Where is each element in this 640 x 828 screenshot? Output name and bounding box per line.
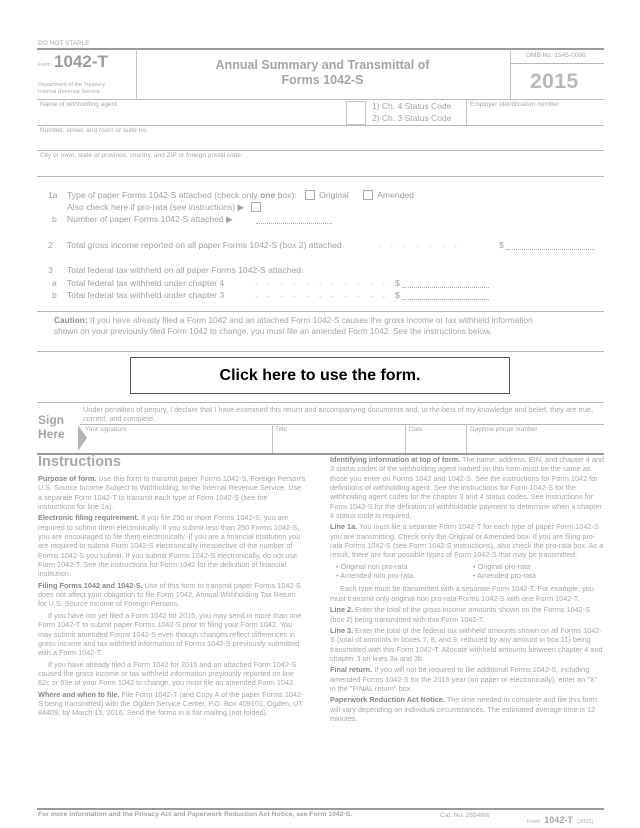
ein-label: Employer identification number [470, 101, 560, 108]
line-3a-dollar: $ [395, 278, 400, 288]
instructions-heading: Instructions [38, 454, 121, 470]
line-3-text: Total federal tax withheld on all paper Forms 1042-S attached: [67, 265, 304, 275]
line-3a-leader: . . . . . . . . . . . [255, 277, 390, 287]
paragraph-text: If you have already filed a Form 1042 for 2015 and an attached Form 1042-S caused the gross income or tax withheld information previously reported on line 62c or 63e of your Form 1042 to change, you must file an amended Form 1042. [38, 659, 297, 688]
footer-form-number: 1042-T [544, 815, 573, 825]
line-3a-number: a [52, 278, 57, 288]
pro-rata-types-list [330, 562, 604, 581]
title-label: Title [275, 426, 288, 433]
ch4-status-code: 1) Ch. 4 Status Code [372, 101, 452, 111]
line-3b-leader: . . . . . . . . . . . [255, 289, 390, 299]
prorata-label: Also check here if pro-rata (see instructions) ▶ [67, 202, 245, 212]
use-form-button-label: Click here to use the form. [219, 366, 421, 384]
paragraph-text: Enter the total of the federal tax withheld amounts shown on all Forms 1042-S (total of amounts in boxes 7, 8, and 9, reduced by any amount in box 11) being transmitted with this Form 1042-T. Allocate withheld amounts between chapter 4 and chapter 3 on lines 3a and 3b. [330, 625, 603, 663]
paragraph-text: Enter the total of the gross income amounts shown on the Forms 1042-S (box 2) being transmitted with this Form 1042-T. [330, 605, 590, 624]
tax-year: 2015 [530, 70, 579, 93]
dept-treasury: Department of the Treasury [38, 82, 105, 88]
paragraph-text: If you will not be required to file additional Forms 1042-S, including amended Forms 1042-S for the 2015 year (on paper or electronically), enter an "X" in the "FINAL return" box. [330, 665, 598, 693]
paragraph-heading: Electronic filing requirement. [38, 513, 139, 523]
line-3a-text: Total federal tax withheld under chapter 4 [67, 278, 225, 288]
sign-word: Sign [38, 413, 64, 427]
list-item: • Original non pro-rata [336, 561, 408, 571]
line-3b-dollar: $ [395, 290, 400, 300]
instruction-paragraph [330, 605, 604, 624]
line-2-text: Total gross income reported on all paper Forms 1042-S (box 2) attached [67, 240, 342, 250]
footer-form-id [527, 810, 593, 828]
paragraph-text: The time needed to complete and file this form will vary depending on individual circumstances. The estimated average time is 12 minutes. [330, 695, 597, 723]
instruction-paragraph [330, 584, 604, 603]
form-word: Form [38, 62, 51, 68]
signature-field[interactable] [84, 434, 270, 452]
line-1a-text: Type of paper Forms 1042-S attached (check only [67, 190, 258, 200]
paragraph-heading: Line 2. [330, 605, 354, 615]
perjury-statement: Under penalties of perjury, I declare that I have examined this return and accompanying documents and, to the best of my knowledge and belief, they are true, correct, and complete. [83, 405, 594, 423]
phone-label: Daytime phone number [470, 426, 538, 433]
instruction-paragraph [330, 665, 604, 693]
line-3b-text: Total federal tax withheld under chapter 3 [67, 290, 225, 300]
instruction-paragraph [38, 474, 306, 511]
line-1a-number: 1a [48, 190, 58, 200]
line-2-leader: . . . . . . . [378, 239, 462, 249]
irs-label: Internal Revenue Service [38, 89, 100, 95]
prorata-row [67, 202, 265, 213]
instructions-right-column [330, 455, 604, 725]
omb-number: OMB No. 1545-0096 [526, 52, 586, 59]
line-1b-number: b [52, 214, 57, 224]
footer-year: (2015) [577, 819, 594, 825]
line-3a-field[interactable] [403, 280, 489, 288]
form-id-block [38, 52, 133, 98]
use-form-button[interactable] [130, 357, 510, 394]
title-line-2: Forms 1042-S [281, 73, 364, 87]
instruction-paragraph [38, 690, 306, 718]
instruction-paragraph [330, 455, 604, 520]
paragraph-heading: Identifying information at top of form. [330, 455, 461, 464]
paragraph-text: Use of this form to transmit paper Forms 1042-S does not affect your obligation to file Form 1042, Annual Withholding Tax Return for U.S. Source Income of Foreign Persons. [38, 580, 301, 609]
form-number: 1042-T [54, 52, 108, 71]
instruction-paragraph [38, 611, 306, 658]
withholding-agent-label: Name of withholding agent [40, 101, 117, 108]
right-block-b [330, 584, 604, 723]
caution-label: Caution: [54, 315, 88, 325]
paragraph-text: File Form 1042-T (and Copy A of the paper Forms 1042-S being transmitted) with the Ogden Service Center, P.O. Box 409101, Ogden, UT 84409, by March 15, 2016. Send the forms in a flat mailing (not folded). [38, 689, 304, 718]
paragraph-heading: Paperwork Reduction Act Notice. [330, 695, 445, 705]
prorata-checkbox[interactable] [251, 202, 261, 212]
sign-here-label [38, 413, 65, 441]
line-1a-text2: box): [277, 190, 297, 200]
paragraph-heading: Purpose of form. [38, 474, 97, 483]
paragraph-heading: Final return. [330, 665, 373, 675]
caution-note [54, 315, 554, 336]
amended-label: Amended [377, 190, 414, 200]
list-item: • Amended non pro-rata [336, 571, 414, 581]
line-3-number: 3 [48, 265, 53, 275]
original-checkbox[interactable] [305, 190, 315, 200]
signature-label: Your signature [85, 426, 127, 433]
line-1b-field[interactable] [256, 216, 332, 224]
line-2-dollar: $ [499, 240, 504, 250]
line-1a [67, 190, 414, 200]
list-item: • Original pro-rata [473, 561, 531, 571]
footer-notice: For more information and the Privacy Act and Paperwork Reduction Act Notice, see Form 1042-S. [38, 811, 353, 818]
instruction-paragraph [38, 581, 306, 609]
caution-text: If you have already filed a Form 1042 and an attached Form 1042-S causes the gross income or tax withheld information shown on your previously filed Form 1042 to change, you must file an amended Form 1042. See the instructions below. [54, 315, 533, 336]
paragraph-heading: Filing Forms 1042 and 1042-S. [38, 580, 143, 590]
ch3-status-code: 2) Ch. 3 Status Code [372, 113, 452, 123]
line-3b-field[interactable] [403, 292, 489, 300]
city-label: City or town, state or province, country, and ZIP or foreign postal code [40, 152, 241, 159]
paragraph-text: Use this form to transmit paper Forms 1042-S, Foreign Person's U.S. Source Income Subject to Withholding, to the Internal Revenue Service. Use a separate Form 1042-T to transmit each type of Form 1042-S (see the instructions for line 1a). [38, 474, 306, 512]
amended-checkbox[interactable] [363, 190, 373, 200]
instruction-paragraph [330, 695, 604, 723]
line-2-field[interactable] [507, 242, 595, 250]
paragraph-text: If you file 250 or more Forms 1042-S, you are required to submit them electronically. If you submit less than 250 Forms 1042-S, you are encouraged to file them electronically. If you are a financial institution you are required to submit Form 1042-S electronically irrespective of the number of Forms 1042-S you submit. If you submit Forms 1042-S electronically, do not use Form 1042-T. See the instructions for Form 1042 for the definition of financial institution. [38, 513, 301, 579]
instruction-paragraph [38, 660, 306, 688]
paragraph-heading: Line 1a. [330, 522, 358, 532]
paragraph-text: You must file a separate Form 1042-T for each type of paper Form 1042-S you are transmitting. Check only the Original or Amended box. If you are filing pro-rata Forms 1042-S (see Form 1042-S instructions), also check the pro-rata box. As a result, there are four possible types of Form 1042-S that may be transmitted: [330, 522, 604, 560]
instructions-left-column [38, 474, 306, 720]
instruction-paragraph [38, 513, 306, 578]
form-title [140, 58, 505, 88]
line-1b-text: Number of paper Forms 1042-S attached ▶ [67, 214, 233, 224]
catalog-number: Cat. No. 28848W [440, 812, 490, 819]
line-1a-one: one [259, 190, 276, 200]
paragraph-heading: Line 3. [330, 625, 354, 635]
here-word: Here [38, 427, 65, 441]
instruction-paragraph [330, 522, 604, 559]
footer-form-word: Form [527, 819, 540, 825]
paragraph-text: Each type must be transmitted with a separate Form 1042-T. For example, you must transmit only original non pro-rata Forms 1042-S with one Form 1042-T. [330, 584, 594, 603]
line-2-number: 2 [48, 240, 53, 250]
do-not-staple-note: DO NOT STAPLE [38, 40, 90, 47]
street-label: Number, street, and room or suite no. [40, 127, 148, 134]
original-label: Original [319, 190, 349, 200]
list-item: • Amended pro-rata [473, 571, 536, 581]
paragraph-text: The name, address, EIN, and chapter 4 and 3 status codes of the withholding agent named on this form must be the same as those you enter on Forms 1042 and 1042-S. See the instructions for Form 1042 for definitions of withholding agent. See the instructions for Form 1042-S for the withholding agent codes for the chapter 3 and 4 status codes. See instructions for Form 1042-S for the definition of withholdable payment to determine when a chapter 4 status code is required. [330, 455, 604, 521]
paragraph-heading: Where and when to file. [38, 689, 120, 699]
top-rule [37, 48, 604, 50]
status-code-box[interactable] [346, 101, 366, 125]
instruction-paragraph [330, 626, 604, 663]
paragraph-text: If you have not yet filed a Form 1042 for 2015, you may send in more than one Form 1042-T to submit paper Forms 1042-S prior to filing your Form 1042. You may submit amended Forms 1042-S even though changes reflect differences in gross income and tax withheld information of Forms 1042-S previously submitted with a Form 1042-T. [38, 610, 302, 658]
title-line-1: Annual Summary and Transmittal of [215, 58, 430, 72]
right-block-a [330, 455, 604, 560]
date-label: Date [409, 426, 423, 433]
line-3b-number: b [52, 290, 57, 300]
